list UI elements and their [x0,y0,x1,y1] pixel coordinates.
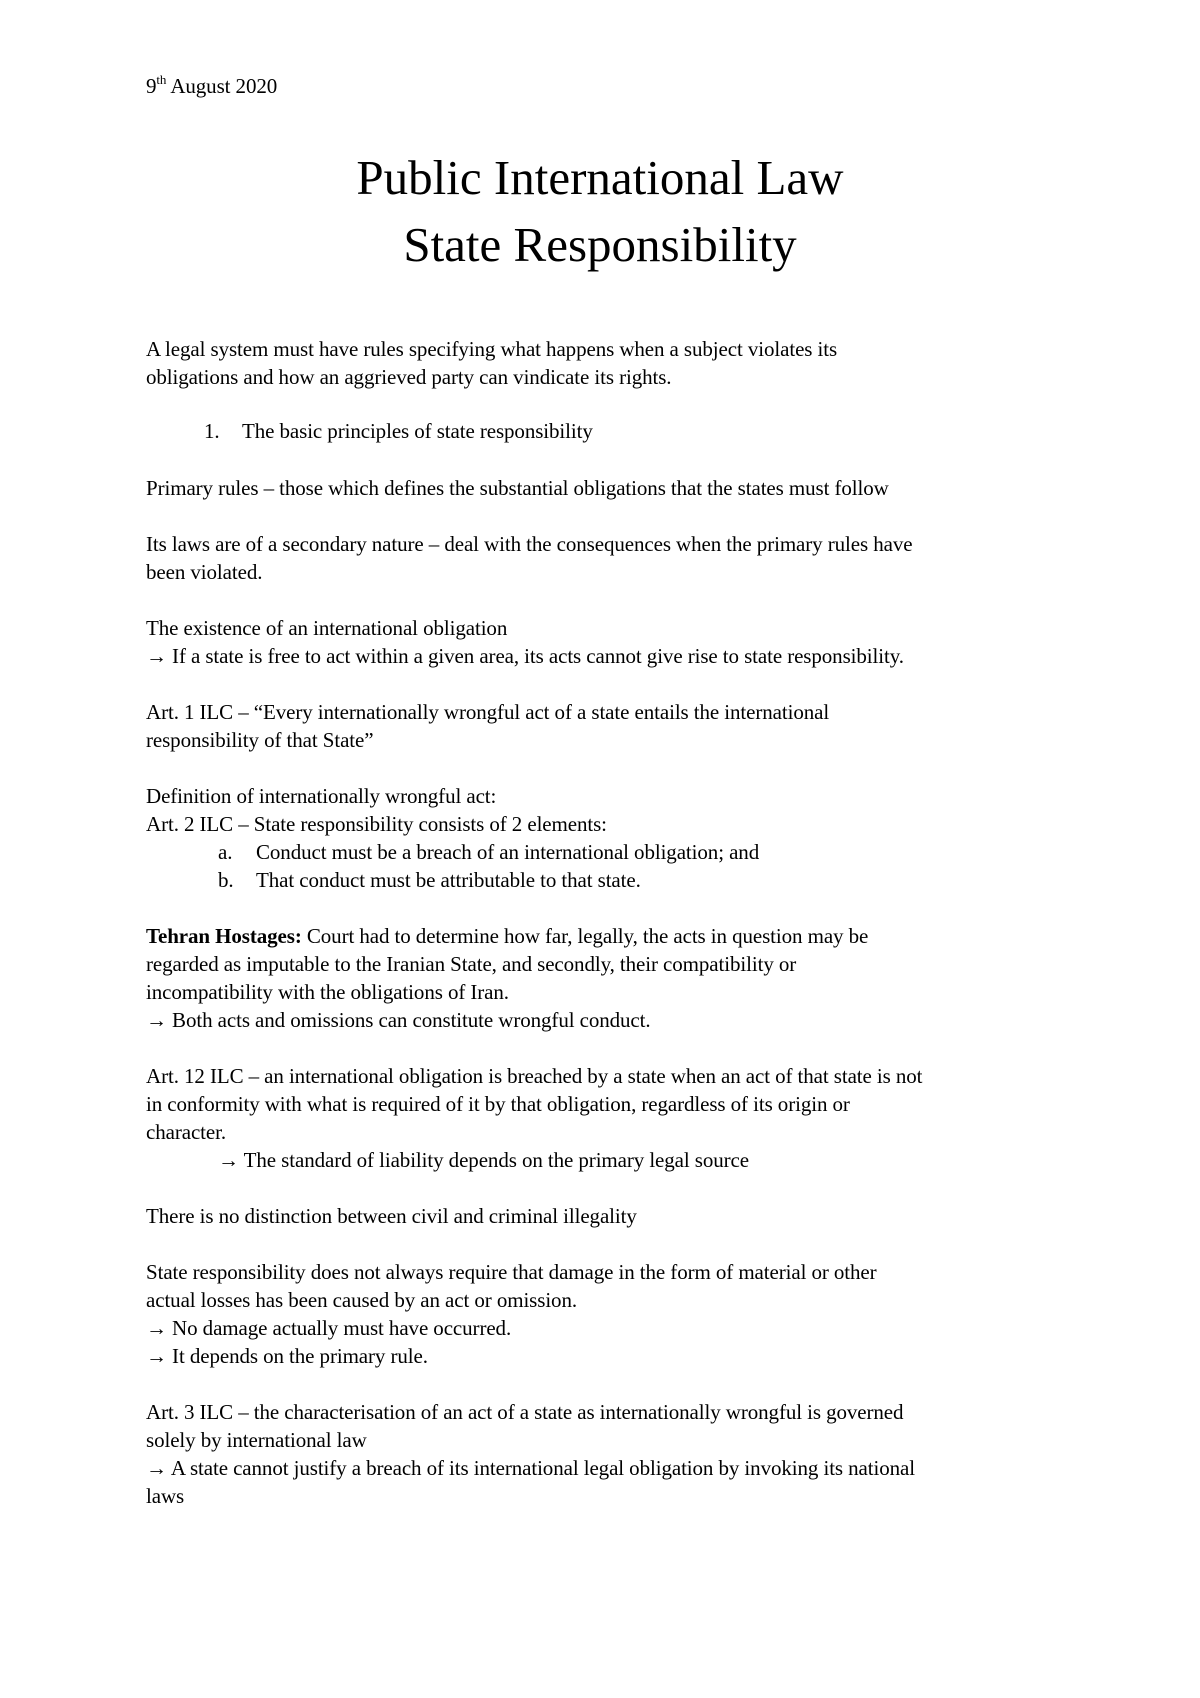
list-item-text: That conduct must be attributable to that state. [256,868,641,892]
date-day: 9 [146,74,157,98]
document-title-line-1: Public International Law [356,150,844,205]
list-item-text: The basic principles of state responsibility [242,419,593,443]
art1-line: responsibility of that State” [146,728,374,752]
numbered-list-item [204,417,593,445]
list-item-text: Conduct must be a breach of an international obligation; and [256,840,760,864]
primary-rules-paragraph: Primary rules – those which defines the substantial obligations that the states must follow [146,476,889,500]
definition-line: Art. 2 ILC – State responsibility consists of 2 elements: [146,812,607,836]
existence-line: → If a state is free to act within a given area, its acts cannot give rise to state responsibility. [146,644,904,668]
art3-line: solely by international law [146,1428,367,1452]
art12-line: Art. 12 ILC – an international obligation is breached by a state when an act of that state is not [146,1064,923,1088]
intro-paragraph-line: A legal system must have rules specifying what happens when a subject violates its [146,337,838,361]
damage-line: actual losses has been caused by an act or omission. [146,1288,578,1312]
damage-line: State responsibility does not always require that damage in the form of material or other [146,1260,877,1284]
damage-line: → It depends on the primary rule. [146,1344,428,1368]
list-letter: b. [218,868,234,892]
lettered-list-item [218,866,641,894]
definition-line: Definition of internationally wrongful act: [146,784,497,808]
art3-line: laws [146,1484,185,1508]
existence-line: The existence of an international obligation [146,616,508,640]
tehran-hostages-line: incompatibility with the obligations of Iran. [146,980,509,1004]
tehran-hostages-line: → Both acts and omissions can constitute wrongful conduct. [146,1008,651,1032]
intro-paragraph-line: obligations and how an aggrieved party can vindicate its rights. [146,365,672,389]
tehran-text: Court had to determine how far, legally, the acts in question may be [301,924,869,948]
art12-note: → The standard of liability depends on the primary legal source [218,1148,749,1172]
case-name: Tehran Hostages: [146,924,302,948]
no-distinction-paragraph: There is no distinction between civil and criminal illegality [146,1204,637,1228]
tehran-hostages-line: regarded as imputable to the Iranian State, and secondly, their compatibility or [146,952,797,976]
lettered-list-item [218,838,759,866]
list-letter: a. [218,840,233,864]
list-number: 1. [204,419,220,443]
damage-line: → No damage actually must have occurred. [146,1316,512,1340]
art12-line: character. [146,1120,227,1144]
date-month-year: August 2020 [166,74,278,98]
tehran-hostages-line [146,922,868,950]
document-title-line-2: State Responsibility [403,217,797,272]
art12-line: in conformity with what is required of it by that obligation, regardless of its origin or [146,1092,850,1116]
secondary-nature-line: Its laws are of a secondary nature – deal with the consequences when the primary rules have [146,532,913,556]
art1-line: Art. 1 ILC – “Every internationally wrongful act of a state entails the international [146,700,830,724]
document-date [146,72,277,100]
art3-line: Art. 3 ILC – the characterisation of an act of a state as internationally wrongful is governed [146,1400,904,1424]
art3-line: → A state cannot justify a breach of its international legal obligation by invoking its national [146,1456,915,1480]
date-ordinal-suffix: th [156,72,167,87]
secondary-nature-line: been violated. [146,560,263,584]
